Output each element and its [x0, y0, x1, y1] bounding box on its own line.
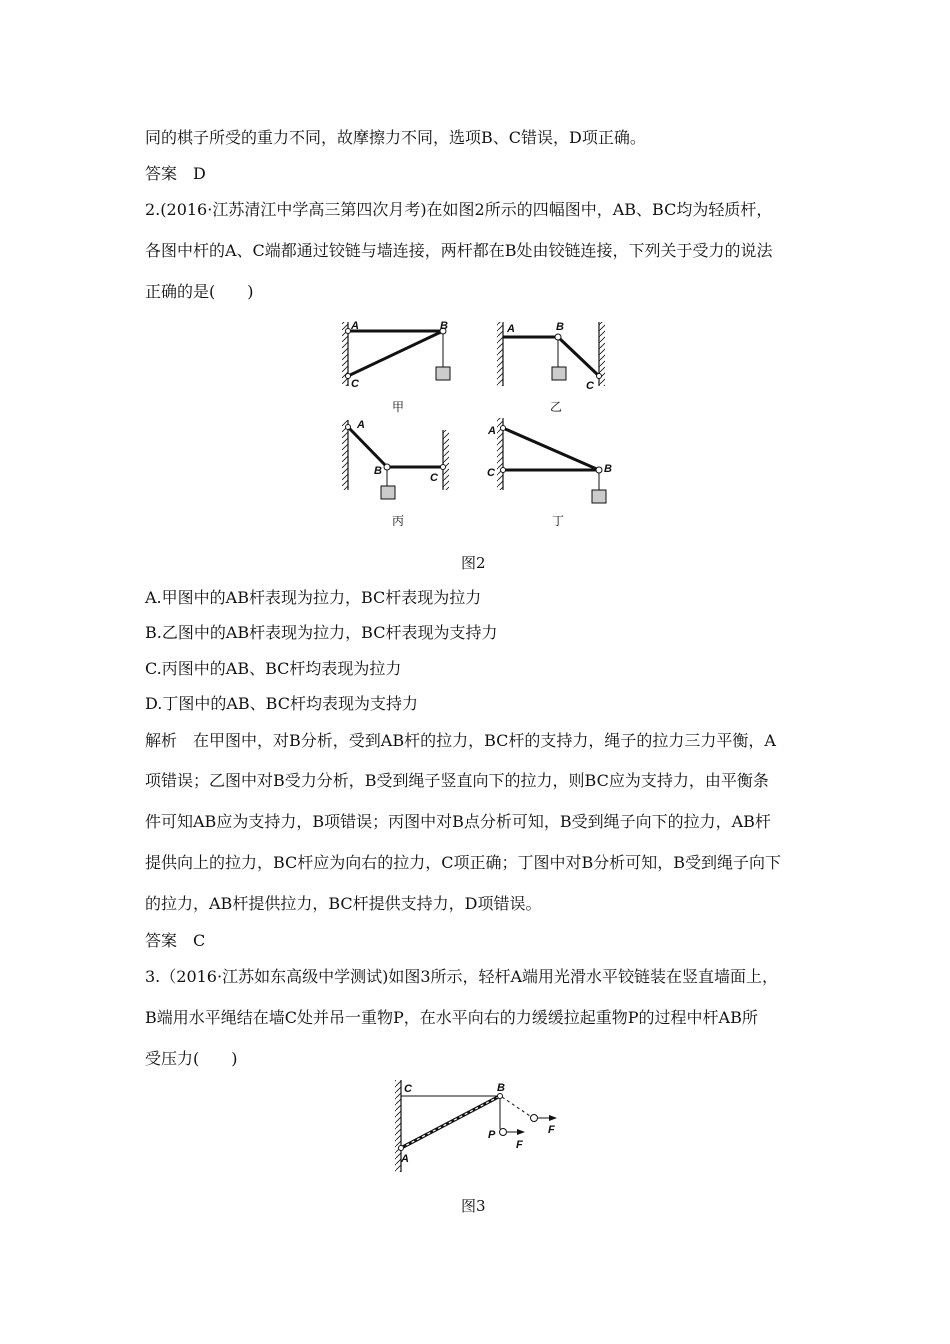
figure-2-caption: 图2	[461, 554, 486, 572]
answer-2: 答案 C	[145, 931, 206, 950]
label-c-fig3: C	[404, 1083, 412, 1095]
text-line-1: 同的棋子所受的重力不同，故摩擦力不同，选项B、C错误，D项正确。	[145, 128, 646, 147]
label-b-fig3: B	[497, 1082, 505, 1094]
label-a-jia: A	[351, 320, 359, 332]
caption-bing: 丙	[392, 514, 405, 528]
label-p-fig3: P	[488, 1129, 496, 1141]
label-a-yi: A	[507, 323, 515, 335]
question-2-line-3: 正确的是( )	[145, 282, 254, 301]
label-a-bing: A	[357, 419, 365, 431]
answer-1: 答案 D	[145, 164, 206, 183]
solution-line-1: 解析 在甲图中，对B分析，受到AB杆的拉力，BC杆的支持力，绳子的拉力三力平衡，A	[145, 731, 776, 750]
label-a-ding: A	[488, 425, 496, 437]
solution-line-2: 项错误；乙图中对B受力分析，B受到绳子竖直向下的拉力，则BC应为支持力，由平衡条	[145, 771, 769, 790]
solution-line-5: 的拉力，AB杆提供拉力，BC杆提供支持力，D项错误。	[145, 894, 542, 913]
solution-line-3: 件可知AB应为支持力，B项错误；丙图中对B点分析可知，B受到绳子向下的拉力，AB杆	[145, 812, 771, 831]
label-f1-fig3: F	[516, 1139, 523, 1151]
question-3-line-3: 受压力( )	[145, 1049, 238, 1068]
label-b-bing: B	[374, 465, 382, 477]
label-c-ding: C	[487, 467, 495, 479]
question-3-line-2: B端用水平绳结在墙C处并吊一重物P，在水平向右的力缓缓拉起重物P的过程中杆AB所	[145, 1008, 758, 1027]
label-c-jia: C	[351, 378, 359, 390]
solution-line-4: 提供向上的拉力，BC杆应为向右的拉力，C项正确；丁图中对B分析可知，B受到绳子向下	[145, 853, 782, 872]
option-b: B.乙图中的AB杆表现为拉力，BC杆表现为支持力	[145, 623, 498, 642]
option-d: D.丁图中的AB、BC杆均表现为支持力	[145, 694, 418, 713]
label-b-ding: B	[604, 463, 612, 475]
figure-3-caption: 图3	[461, 1197, 486, 1215]
label-c-yi: C	[586, 380, 594, 392]
label-c-bing: C	[430, 472, 438, 484]
caption-jia: 甲	[392, 400, 405, 414]
question-2-line-1: 2.(2016·江苏清江中学高三第四次月考)在如图2所示的四幅图中，AB、BC均为轻质杆，	[145, 200, 773, 219]
caption-ding: 丁	[552, 514, 565, 528]
label-b-jia: B	[440, 320, 448, 332]
question-3-line-1: 3.（2016·江苏如东高级中学测试)如图3所示，轻杆A端用光滑水平铰链装在竖直墙面上，	[145, 967, 779, 986]
question-2-line-2: 各图中杆的A、C端都通过铰链与墙连接，两杆都在B处由铰链连接，下列关于受力的说法	[145, 241, 773, 260]
label-f2-fig3: F	[548, 1124, 555, 1136]
label-a-fig3: A	[401, 1153, 409, 1165]
caption-yi: 乙	[550, 400, 563, 414]
option-c: C.丙图中的AB、BC杆均表现为拉力	[145, 659, 402, 678]
option-a: A.甲图中的AB杆表现为拉力，BC杆表现为拉力	[145, 588, 482, 607]
label-b-yi: B	[556, 321, 564, 333]
